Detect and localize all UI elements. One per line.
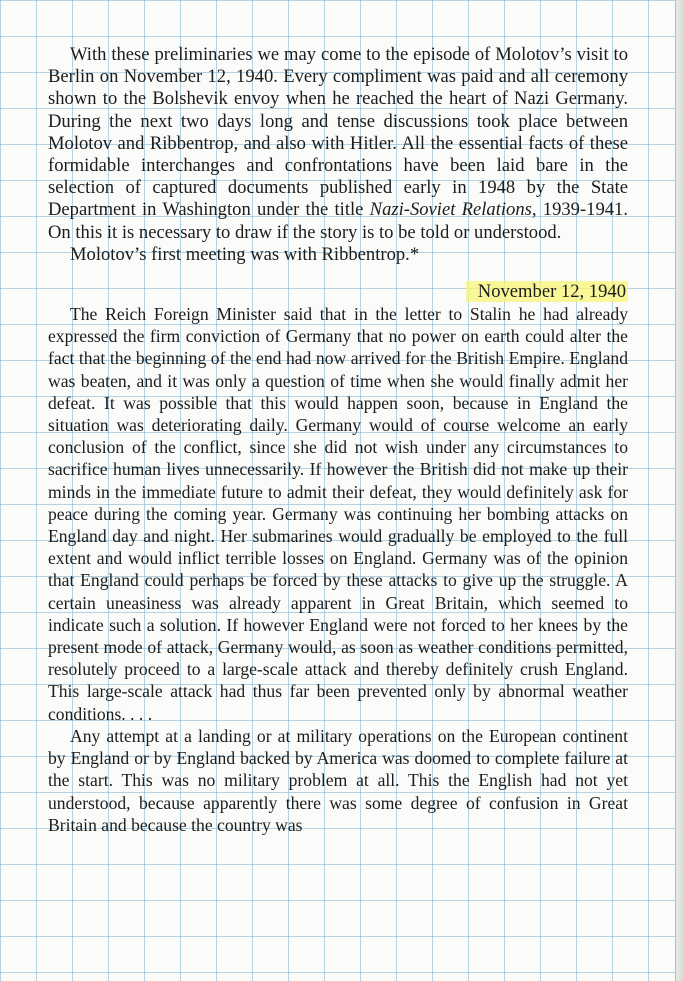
page-edge	[675, 0, 684, 981]
book-page	[48, 44, 628, 836]
paragraph-text: With these preliminaries we may come to the episode of Molotov’s visit to Berlin on November 12, 1940. Every compliment was paid and all ceremony shown to the Bolshevik envoy when he reached the heart of Nazi Germany. During the next two days long and tense discussions took place between Molotov and Ribbentrop, and also with Hitler. All the essential facts of these formidable interchanges and confrontations have been laid bare in the selection of captured documents published early in 1948 by the State Department in Washington under the title	[48, 44, 628, 221]
paragraph-first-meeting: Molotov’s first meeting was with Ribbentrop.*	[70, 243, 420, 265]
paragraph-text: 1939-1941. On this it is necessary to draw if the story is to be told or understood.	[48, 199, 628, 243]
quote-paragraph: The Reich Foreign Minister said that in the letter to Stalin he had already expressed the firm conviction of Germany that no power on earth could alter the fact that the beginning of the end had now arrived for the British Empire. England was beaten, and it was only a question of time when she would finally admit her defeat. It was possible that this would happen soon, because in England the situation was deteriorating daily. Germany would of course welcome an early conclusion of the conflict, since she did not wish under any circumstances to sacrifice human lives unnecessarily. If however the British did not make up their minds in the immediate future to admit their defeat, they would definitely ask for peace during the coming year. Germany was continuing her bombing attacks on England day and night. Her submarines would gradually be employed to the full extent and would inflict terrible losses on England. Germany was of the opinion that England could perhaps be forced by these attacks to give up the struggle. A certain uneasiness was already apparent in Great Britain, which seemed to indicate such a solution. If however England were not forced to her knees by the present mode of attack, Germany would, as soon as weather conditions permitted, resolutely proceed to a large-scale attack and thereby definitely crush England. This large-scale attack had thus far been prevented only by abnormal weather conditions. . . .	[48, 304, 628, 724]
book-title: Nazi-Soviet Relations,	[369, 199, 537, 221]
quote-paragraph: Any attempt at a landing or at military operations on the European continent by England or by England backed by America was doomed to complete failure at the start. This was no military problem at all. This the English had not yet understood, because apparently there was some degree of confusion in Great Britain and because the country was	[48, 725, 628, 835]
quote-date-line	[48, 281, 628, 303]
highlighted-date: November 12, 1940	[466, 281, 628, 302]
paragraph-molotov-visit	[48, 44, 628, 244]
quoted-document	[48, 303, 628, 836]
